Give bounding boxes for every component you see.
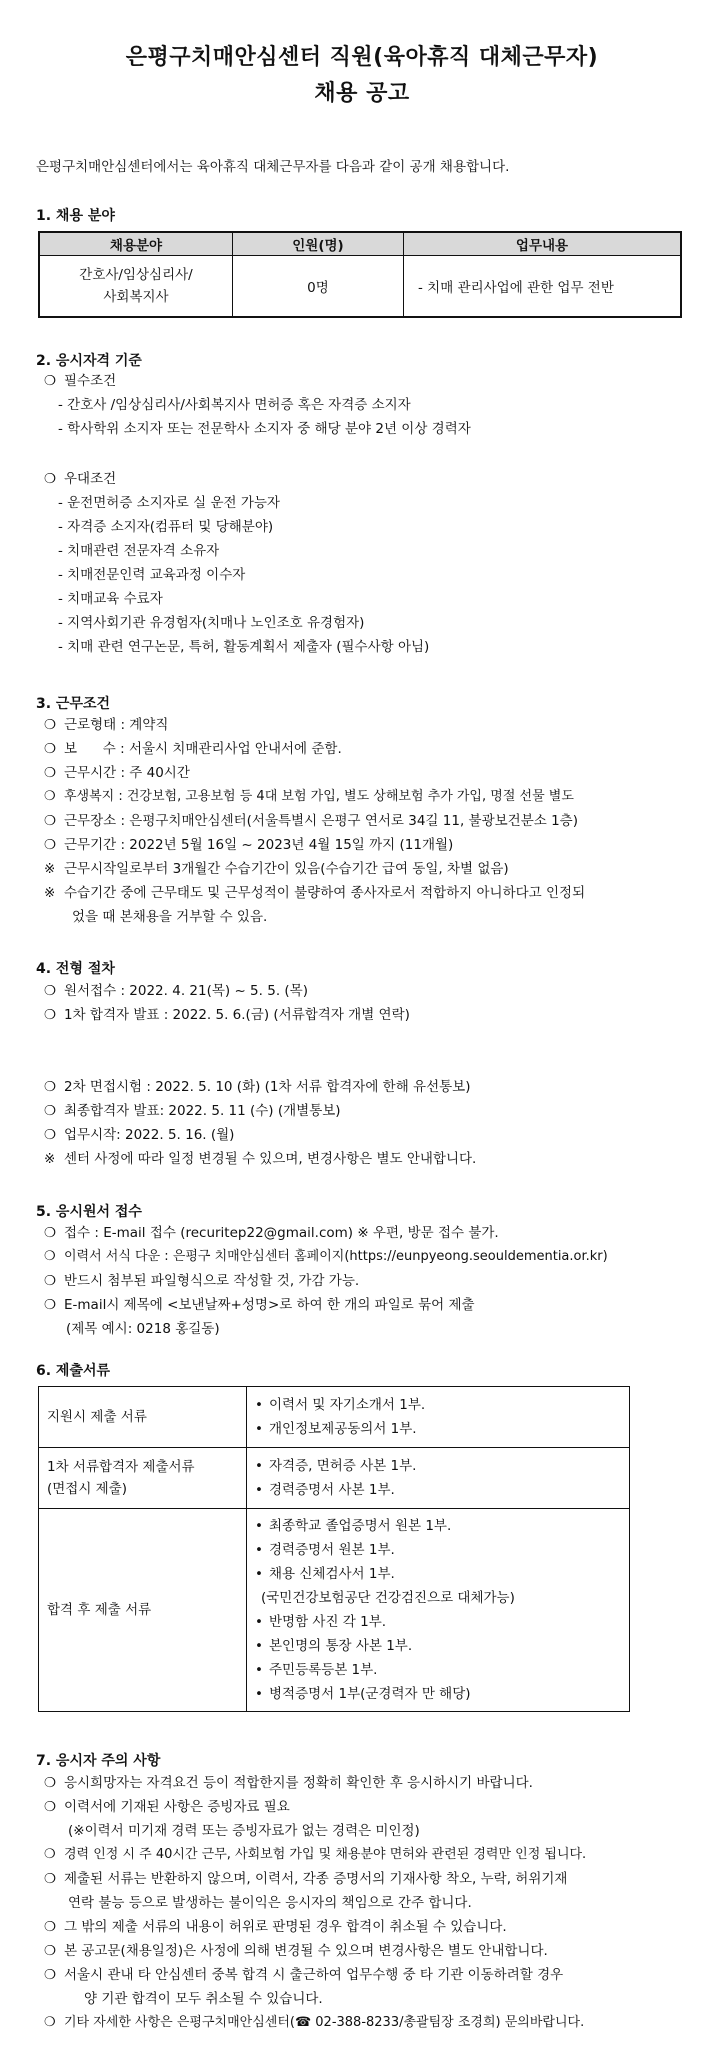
note-icon: ※ xyxy=(44,861,56,877)
documents-table xyxy=(38,1386,630,1712)
required-heading: ❍ 필수조건 xyxy=(44,373,117,389)
circle-icon: ❍ xyxy=(44,765,57,781)
note-icon: ※ xyxy=(44,1151,56,1167)
list-item: - 운전면허증 소지자로 실 운전 가능자 xyxy=(58,495,280,511)
caution-item: ❍ 제출된 서류는 반환하지 않으며, 이력서, 각종 증명서의 기재사항 착오, 누락, 허위기재 xyxy=(44,1871,568,1887)
circle-icon: ❍ xyxy=(44,1799,57,1815)
list-item: ❍ 근로형태 : 계약직 xyxy=(44,717,169,733)
caution-item: ❍ 경력 인정 시 주 40시간 근무, 사회보험 가입 및 채용분야 면허와 관련된 경력만 인정 됩니다. xyxy=(44,1847,587,1862)
caution-item-cont: 양 기관 합격이 모두 취소될 수 있습니다. xyxy=(84,1991,323,2007)
list-item: - 간호사 /임상심리사/사회복지사 면허증 혹은 자격증 소지자 xyxy=(58,397,411,413)
list-item: - 지역사회기관 유경험자(치매나 노인조호 유경험자) xyxy=(58,615,365,631)
circle-icon: ❍ xyxy=(44,983,57,999)
caution-item: ❍ 응시희망자는 자격요건 등이 적합한지를 정확히 확인한 후 응시하시기 바랍니다. xyxy=(44,1775,533,1791)
circle-icon: ❍ xyxy=(44,1847,56,1862)
circle-icon: ❍ xyxy=(44,837,57,853)
intro-text: 은평구치매안심센터에서는 육아휴직 대체근무자를 다음과 같이 공개 채용합니다. xyxy=(36,159,510,175)
circle-icon: ❍ xyxy=(44,1007,57,1023)
note-item-cont: 었을 때 본채용을 거부할 수 있음. xyxy=(72,909,268,925)
list-item: - 치매교육 수료자 xyxy=(58,591,163,607)
circle-icon: ❍ xyxy=(44,717,57,733)
bullet-icon: • xyxy=(255,1542,263,1558)
items-cell xyxy=(247,1509,630,1712)
circle-icon: ❍ xyxy=(44,2015,56,2030)
circle-icon: ❍ xyxy=(44,741,57,757)
bullet-icon: • xyxy=(255,1397,263,1413)
column-header: 업무내용 xyxy=(404,232,682,256)
note-item: ※ 수습기간 중에 근무태도 및 근무성적이 불량하여 종사자로서 적합하지 아니하다고 인정되 xyxy=(44,885,586,901)
circle-icon: ❍ xyxy=(44,1775,57,1791)
section-heading-5: 5. 응시원서 접수 xyxy=(36,1204,142,1220)
example-text: (제목 예시: 0218 홍길동) xyxy=(66,1321,220,1337)
list-item: ❍ 근무장소 : 은평구치매안심센터(서울특별시 은평구 연서로 34길 11, 불광보건분소 1층) xyxy=(44,813,578,829)
list-item: • 개인정보제공동의서 1부. xyxy=(255,1417,621,1441)
list-item: • 반명함 사진 각 1부. xyxy=(255,1610,621,1634)
circle-icon: ❍ xyxy=(44,471,57,487)
duty-cell: - 치매 관리사업에 관한 업무 전반 xyxy=(404,256,682,318)
list-item: - 치매관련 전문자격 소유자 xyxy=(58,543,220,559)
column-header: 채용분야 xyxy=(39,232,233,256)
list-item: ❍ 근무기간 : 2022년 5월 16일 ~ 2023년 4월 15일 까지 (11개월) xyxy=(44,837,454,853)
table-row xyxy=(39,1448,630,1509)
list-item: ❍ 접수 : E-mail 접수 (recuritep22@gmail.com) ※ 우편, 방문 접수 불가. xyxy=(44,1225,499,1241)
circle-icon: ❍ xyxy=(44,1871,57,1887)
label-cell: 지원시 제출 서류 xyxy=(39,1387,247,1448)
circle-icon: ❍ xyxy=(44,1297,57,1313)
list-item: - 치매전문인력 교육과정 이수자 xyxy=(58,567,246,583)
field-line: 사회복지사 xyxy=(103,289,169,305)
list-item: ❍ 후생복지 : 건강보험, 고용보험 등 4대 보험 가입, 별도 상해보험 추가 가입, 명절 선물 별도 xyxy=(44,789,574,804)
list-item: - 학사학위 소지자 또는 전문학사 소지자 중 해당 분야 2년 이상 경력자 xyxy=(58,421,471,437)
list-item: - 자격증 소지자(컴퓨터 및 당해분야) xyxy=(58,519,274,535)
field-cell xyxy=(39,256,233,318)
circle-icon: ❍ xyxy=(44,1249,56,1264)
caution-item: ❍ 기타 자세한 사항은 은평구치매안심센터(☎ 02-388-8233/총괄팀장 조경희) 문의바랍니다. xyxy=(44,2015,585,2030)
list-item: ❍ 1차 합격자 발표 : 2022. 5. 6.(금) (서류합격자 개별 연락) xyxy=(44,1007,410,1023)
count-cell: 0명 xyxy=(233,256,404,318)
list-item: ❍ 반드시 첨부된 파일형식으로 작성할 것, 가감 가능. xyxy=(44,1273,360,1289)
list-item: ❍ 원서접수 : 2022. 4. 21(목) ~ 5. 5. (목) xyxy=(44,983,308,999)
list-item: • 이력서 및 자기소개서 1부. xyxy=(255,1393,621,1417)
section-heading-7: 7. 응시자 주의 사항 xyxy=(36,1753,161,1769)
label-cell: 합격 후 제출 서류 xyxy=(39,1509,247,1712)
bullet-icon: • xyxy=(255,1686,263,1702)
table-row xyxy=(39,256,681,318)
circle-icon: ❍ xyxy=(44,1079,57,1095)
list-item: ❍ E-mail시 제목에 <보낸날짜+성명>로 하여 한 개의 파일로 묶어 제출 xyxy=(44,1297,475,1313)
page-title: 은평구치매안심센터 직원(육아휴직 대체근무자) xyxy=(125,45,599,70)
caution-item: ❍ 그 밖의 제출 서류의 내용이 허위로 판명된 경우 합격이 취소될 수 있습니다. xyxy=(44,1919,507,1935)
list-item: ❍ 근무시간 : 주 40시간 xyxy=(44,765,190,781)
circle-icon: ❍ xyxy=(44,1967,57,1983)
caution-item-cont: (※이력서 미기재 경력 또는 증빙자료가 없는 경력은 미인정) xyxy=(68,1823,420,1839)
list-item: • 병적증명서 1부(군경력자 만 해당) xyxy=(255,1682,621,1706)
list-item: • 본인명의 통장 사본 1부. xyxy=(255,1634,621,1658)
section-heading-3: 3. 근무조건 xyxy=(36,696,111,712)
list-item: • 경력증명서 원본 1부. xyxy=(255,1538,621,1562)
section-heading-2: 2. 응시자격 기준 xyxy=(36,353,142,369)
bullet-icon: • xyxy=(255,1614,263,1630)
caution-item: ❍ 이력서에 기재된 사항은 증빙자료 필요 xyxy=(44,1799,290,1815)
bullet-icon: • xyxy=(255,1421,263,1437)
caution-item: ❍ 서울시 관내 타 안심센터 중복 합격 시 출근하여 업무수행 중 타 기관 이동하려할 경우 xyxy=(44,1967,564,1983)
circle-icon: ❍ xyxy=(44,1919,57,1935)
bullet-icon: • xyxy=(255,1638,263,1654)
list-item: • 채용 신체검사서 1부. xyxy=(255,1562,621,1586)
bullet-icon: • xyxy=(255,1518,263,1534)
table-header-row xyxy=(39,232,681,256)
list-item: • 최종학교 졸업증명서 원본 1부. xyxy=(255,1514,621,1538)
list-item: • 주민등록등본 1부. xyxy=(255,1658,621,1682)
list-item: ❍ 업무시작: 2022. 5. 16. (월) xyxy=(44,1127,235,1143)
note-icon: ※ xyxy=(44,885,56,901)
section-heading-6: 6. 제출서류 xyxy=(36,1363,111,1379)
circle-icon: ❍ xyxy=(44,1127,57,1143)
items-cell xyxy=(247,1387,630,1448)
bullet-icon: • xyxy=(255,1482,263,1498)
note-item: ※ 센터 사정에 따라 일정 변경될 수 있으며, 변경사항은 별도 안내합니다. xyxy=(44,1151,477,1167)
list-item: - 치매 관련 연구논문, 특허, 활동계획서 제출자 (필수사항 아님) xyxy=(58,639,430,655)
circle-icon: ❍ xyxy=(44,1943,57,1959)
bullet-icon: • xyxy=(255,1662,263,1678)
bullet-icon: • xyxy=(255,1566,263,1582)
section-heading-1: 1. 채용 분야 xyxy=(36,208,115,224)
list-item: ❍ 이력서 서식 다운 : 은평구 치매안심센터 홈페이지(https://eunpyeong.seouldementia.or.kr) xyxy=(44,1249,608,1264)
list-item: ❍ 2차 면접시험 : 2022. 5. 10 (화) (1차 서류 합격자에 한해 유선통보) xyxy=(44,1079,471,1095)
table-row xyxy=(39,1387,630,1448)
note-item: ※ 근무시작일로부터 3개월간 수습기간이 있음(수습기간 급여 동일, 차별 없음) xyxy=(44,861,509,877)
field-line: 간호사/임상심리사/ xyxy=(79,267,193,283)
circle-icon: ❍ xyxy=(44,1103,57,1119)
caution-item-cont: 연락 불능 등으로 발생하는 불이익은 응시자의 책임으로 간주 합니다. xyxy=(68,1895,472,1911)
label-cell: 1차 서류합격자 제출서류 (면접시 제출) xyxy=(39,1448,247,1509)
page-subtitle: 채용 공고 xyxy=(314,81,410,106)
table-row xyxy=(39,1509,630,1712)
preferred-heading: ❍ 우대조건 xyxy=(44,471,117,487)
recruit-field-table xyxy=(38,231,682,318)
items-cell xyxy=(247,1448,630,1509)
column-header: 인원(명) xyxy=(233,232,404,256)
circle-icon: ❍ xyxy=(44,1273,57,1289)
circle-icon: ❍ xyxy=(44,373,57,389)
list-item: • 경력증명서 사본 1부. xyxy=(255,1478,621,1502)
list-item: • 자격증, 면허증 사본 1부. xyxy=(255,1454,621,1478)
circle-icon: ❍ xyxy=(44,813,57,829)
caution-item: ❍ 본 공고문(채용일정)은 사정에 의해 변경될 수 있으며 변경사항은 별도 안내합니다. xyxy=(44,1943,548,1959)
circle-icon: ❍ xyxy=(44,1225,57,1241)
bullet-icon: • xyxy=(255,1458,263,1474)
list-item: ❍ 보 수 : 서울시 치매관리사업 안내서에 준함. xyxy=(44,741,342,757)
list-item: ❍ 최종합격자 발표: 2022. 5. 11 (수) (개별통보) xyxy=(44,1103,341,1119)
circle-icon: ❍ xyxy=(44,789,56,804)
list-subnote: (국민건강보험공단 건강검진으로 대체가능) xyxy=(261,1590,515,1606)
section-heading-4: 4. 전형 절차 xyxy=(36,961,115,977)
